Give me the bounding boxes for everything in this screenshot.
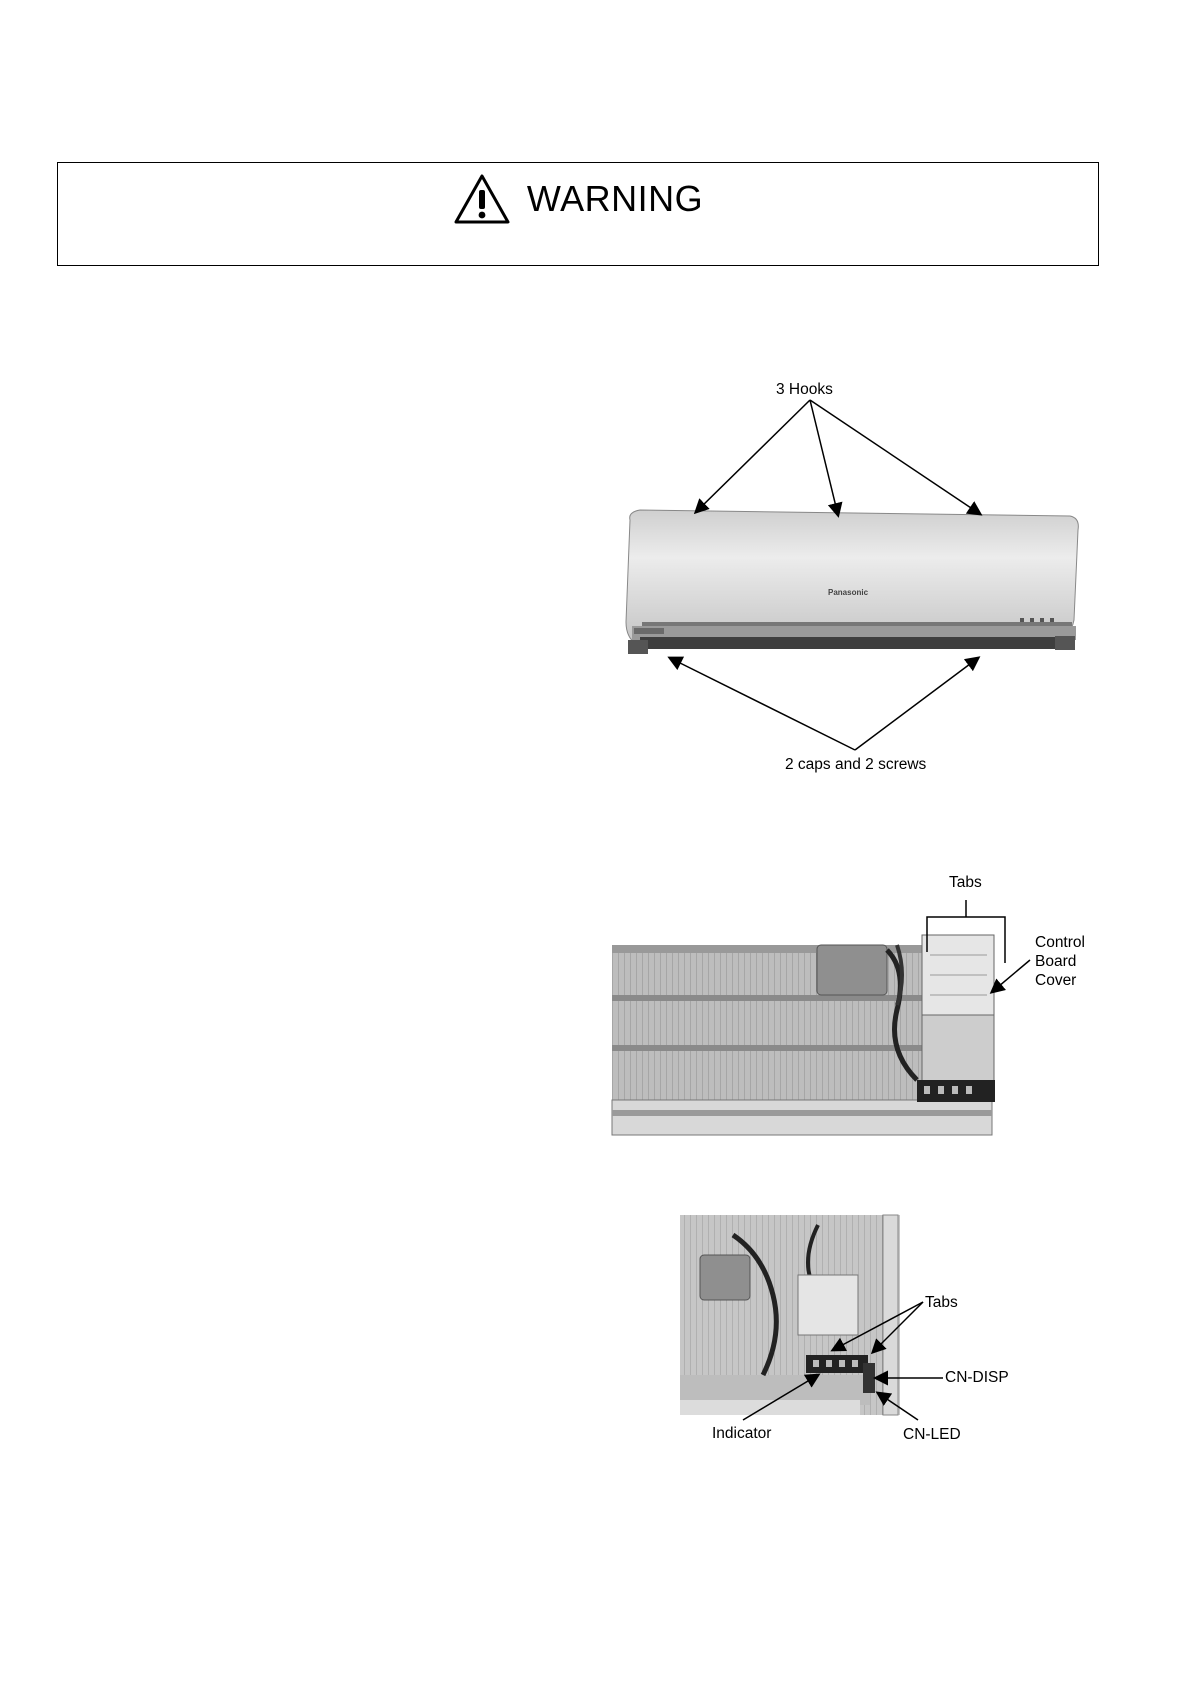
label-3-hooks: 3 Hooks	[776, 381, 833, 398]
label-caps-screws: 2 caps and 2 screws	[785, 756, 927, 773]
arrow-hook-middle	[810, 400, 838, 515]
hook-arrows	[696, 400, 980, 515]
warning-box	[57, 162, 1099, 266]
indicator-unit-photo	[680, 1215, 900, 1415]
arrow-hook-right	[810, 400, 980, 514]
label-indicator: Indicator	[712, 1425, 772, 1442]
indoor-unit-image	[626, 510, 1078, 654]
warning-heading	[58, 173, 1098, 225]
label-tabs-fig3: Tabs	[925, 1294, 958, 1311]
label-board: Board	[1035, 953, 1077, 970]
brand-logo: Panasonic	[828, 588, 869, 597]
figure-front-panel	[600, 390, 1100, 760]
label-cn-disp: CN-DISP	[945, 1369, 1009, 1386]
label-control: Control	[1035, 934, 1085, 951]
arrow-cap-left	[670, 658, 855, 750]
label-cn-led: CN-LED	[903, 1426, 961, 1443]
cap-arrows	[670, 658, 978, 750]
arrow-hook-left	[696, 400, 810, 512]
label-tabs-fig2: Tabs	[949, 874, 982, 891]
figure-control-board	[612, 900, 1032, 1140]
arrow-control-board-cover	[992, 960, 1030, 992]
internal-unit-photo	[612, 935, 995, 1135]
label-cover: Cover	[1035, 972, 1077, 989]
arrow-cap-right	[855, 658, 978, 750]
figure-indicator	[678, 1205, 978, 1430]
warning-title: WARNING	[526, 178, 704, 219]
warning-triangle-icon	[453, 173, 511, 225]
